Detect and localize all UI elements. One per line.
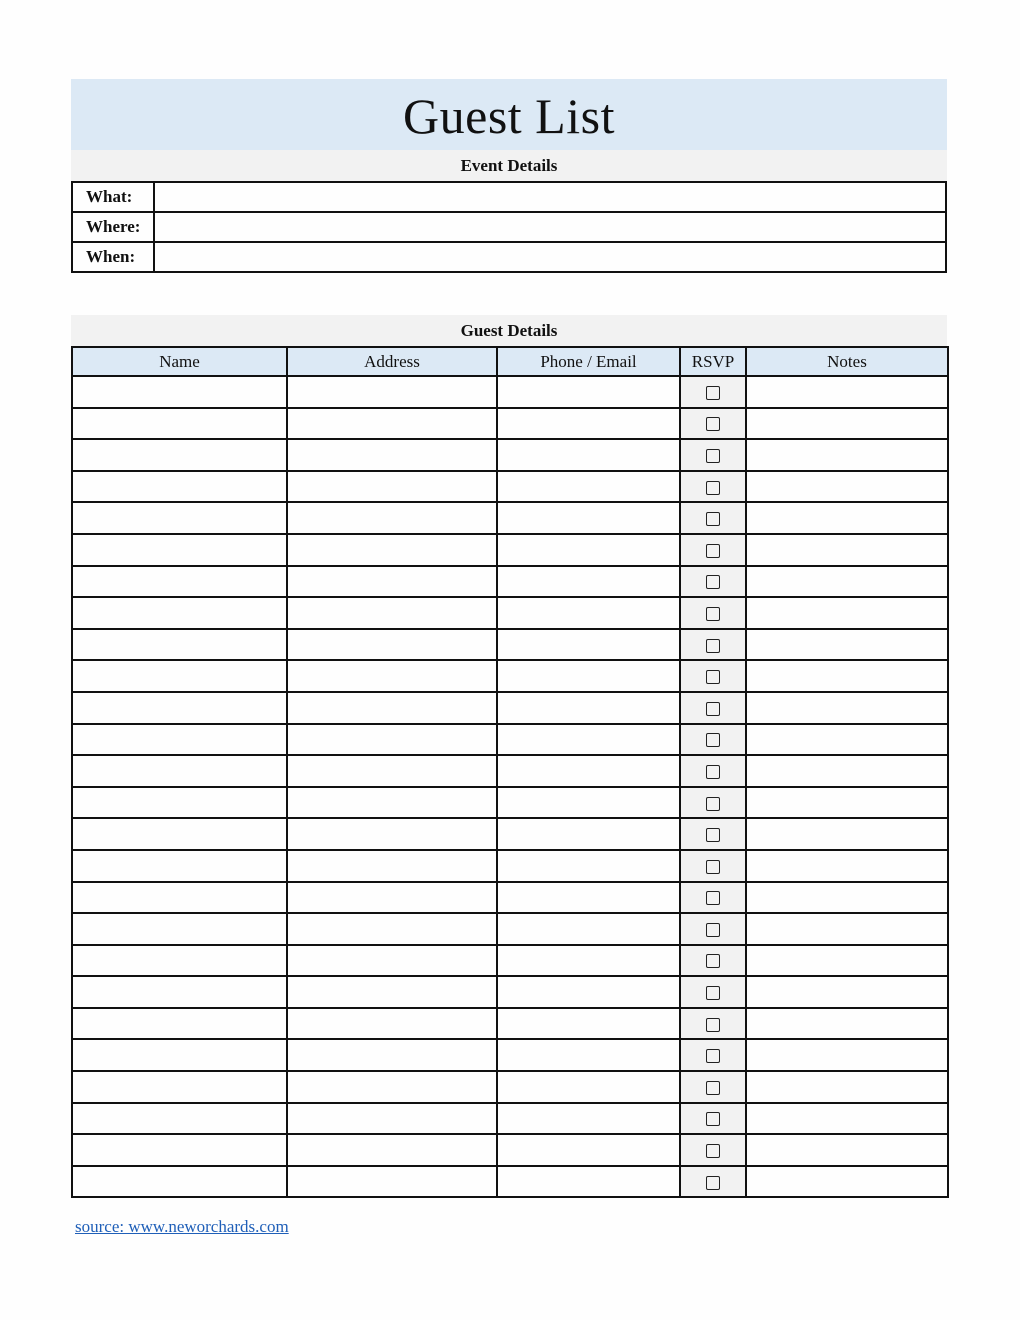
guest-phone-email-cell[interactable]: [497, 787, 680, 819]
table-row: [72, 850, 948, 882]
guest-address-cell[interactable]: [287, 913, 497, 945]
table-row: [72, 1071, 948, 1103]
rsvp-checkbox-icon[interactable]: [706, 828, 720, 842]
guest-address-cell[interactable]: [287, 566, 497, 598]
guest-name-cell[interactable]: [72, 376, 287, 408]
event-details-table: [71, 181, 947, 273]
guest-phone-email-cell[interactable]: [497, 945, 680, 977]
guest-rsvp-cell: [680, 945, 746, 977]
guest-rsvp-cell: [680, 660, 746, 692]
table-row: [72, 1134, 948, 1166]
guest-address-cell[interactable]: [287, 1071, 497, 1103]
source-link[interactable]: source: www.neworchards.com: [75, 1217, 289, 1236]
guest-name-cell[interactable]: [72, 1103, 287, 1135]
guest-notes-cell[interactable]: [746, 597, 948, 629]
guest-name-cell[interactable]: [72, 976, 287, 1008]
guest-address-cell[interactable]: [287, 439, 497, 471]
rsvp-checkbox-icon[interactable]: [706, 1112, 720, 1126]
table-row: [72, 1166, 948, 1198]
guest-notes-cell[interactable]: [746, 1166, 948, 1198]
guest-header-row: [72, 347, 948, 376]
guest-name-cell[interactable]: [72, 1166, 287, 1198]
guest-notes-cell[interactable]: [746, 1039, 948, 1071]
guest-rsvp-cell: [680, 1008, 746, 1040]
guest-address-cell[interactable]: [287, 471, 497, 503]
guest-name-cell[interactable]: [72, 439, 287, 471]
event-row-what: [72, 182, 946, 212]
guest-name-cell[interactable]: [72, 755, 287, 787]
guest-notes-cell[interactable]: [746, 692, 948, 724]
event-field-where[interactable]: [154, 212, 946, 242]
guest-name-cell[interactable]: [72, 660, 287, 692]
guest-rsvp-cell: [680, 376, 746, 408]
guest-name-cell[interactable]: [72, 882, 287, 914]
table-row: [72, 439, 948, 471]
guest-phone-email-cell[interactable]: [497, 408, 680, 440]
event-label-where: Where:: [72, 212, 154, 242]
table-row: [72, 976, 948, 1008]
guest-phone-email-cell[interactable]: [497, 1071, 680, 1103]
rsvp-checkbox-icon[interactable]: [706, 575, 720, 589]
guest-address-cell[interactable]: [287, 850, 497, 882]
guest-address-cell[interactable]: [287, 724, 497, 756]
section-gap: [71, 273, 947, 315]
guest-phone-email-cell[interactable]: [497, 534, 680, 566]
guest-notes-cell[interactable]: [746, 882, 948, 914]
guest-phone-email-cell[interactable]: [497, 1166, 680, 1198]
table-row: [72, 945, 948, 977]
guest-phone-email-cell[interactable]: [497, 439, 680, 471]
guest-rsvp-cell: [680, 913, 746, 945]
guest-rsvp-cell: [680, 1134, 746, 1166]
guest-notes-cell[interactable]: [746, 787, 948, 819]
guest-phone-email-cell[interactable]: [497, 755, 680, 787]
guest-name-cell[interactable]: [72, 945, 287, 977]
guest-name-cell[interactable]: [72, 534, 287, 566]
guest-phone-email-cell[interactable]: [497, 471, 680, 503]
guest-address-cell[interactable]: [287, 818, 497, 850]
guest-rows: [72, 376, 948, 1197]
guest-rsvp-cell: [680, 787, 746, 819]
guest-rsvp-cell: [680, 850, 746, 882]
guest-name-cell[interactable]: [72, 850, 287, 882]
guest-details-table: [71, 346, 949, 1198]
table-row: [72, 660, 948, 692]
guest-notes-cell[interactable]: [746, 660, 948, 692]
guest-rsvp-cell: [680, 692, 746, 724]
guest-notes-cell[interactable]: [746, 376, 948, 408]
guest-phone-email-cell[interactable]: [497, 724, 680, 756]
guest-rsvp-cell: [680, 502, 746, 534]
rsvp-checkbox-icon[interactable]: [706, 923, 720, 937]
guest-name-cell[interactable]: [72, 408, 287, 440]
guest-rsvp-cell: [680, 439, 746, 471]
guest-name-cell[interactable]: [72, 1008, 287, 1040]
rsvp-checkbox-icon[interactable]: [706, 607, 720, 621]
event-label-what: What:: [72, 182, 154, 212]
guest-phone-email-cell[interactable]: [497, 850, 680, 882]
title-band: [71, 79, 947, 150]
rsvp-checkbox-icon[interactable]: [706, 639, 720, 653]
guest-name-cell[interactable]: [72, 1039, 287, 1071]
guest-phone-email-cell[interactable]: [497, 818, 680, 850]
guest-notes-cell[interactable]: [746, 502, 948, 534]
rsvp-checkbox-icon[interactable]: [706, 481, 720, 495]
guest-notes-cell[interactable]: [746, 818, 948, 850]
guest-phone-email-cell[interactable]: [497, 913, 680, 945]
table-row: [72, 566, 948, 598]
guest-name-cell[interactable]: [72, 724, 287, 756]
guest-name-cell[interactable]: [72, 818, 287, 850]
event-row-where: [72, 212, 946, 242]
guest-phone-email-cell[interactable]: [497, 566, 680, 598]
table-row: [72, 534, 948, 566]
guest-notes-cell[interactable]: [746, 629, 948, 661]
guest-notes-cell[interactable]: [746, 534, 948, 566]
rsvp-checkbox-icon[interactable]: [706, 1176, 720, 1190]
rsvp-checkbox-icon[interactable]: [706, 1081, 720, 1095]
table-row: [72, 755, 948, 787]
rsvp-checkbox-icon[interactable]: [706, 797, 720, 811]
guest-address-cell[interactable]: [287, 787, 497, 819]
guest-address-cell[interactable]: [287, 1103, 497, 1135]
rsvp-checkbox-icon[interactable]: [706, 449, 720, 463]
table-row: [72, 1103, 948, 1135]
guest-address-cell[interactable]: [287, 755, 497, 787]
guest-rsvp-cell: [680, 1039, 746, 1071]
guest-rsvp-cell: [680, 1103, 746, 1135]
guest-notes-cell[interactable]: [746, 724, 948, 756]
column-header-notes: Notes: [746, 347, 948, 376]
guest-notes-cell[interactable]: [746, 976, 948, 1008]
guest-name-cell[interactable]: [72, 597, 287, 629]
guest-name-cell[interactable]: [72, 913, 287, 945]
guest-rsvp-cell: [680, 882, 746, 914]
guest-phone-email-cell[interactable]: [497, 882, 680, 914]
rsvp-checkbox-icon[interactable]: [706, 386, 720, 400]
rsvp-checkbox-icon[interactable]: [706, 670, 720, 684]
table-row: [72, 629, 948, 661]
table-row: [72, 787, 948, 819]
guest-rsvp-cell: [680, 1166, 746, 1198]
table-row: [72, 376, 948, 408]
guest-rsvp-cell: [680, 408, 746, 440]
table-row: [72, 692, 948, 724]
guest-rsvp-cell: [680, 755, 746, 787]
guest-address-cell[interactable]: [287, 1166, 497, 1198]
event-field-when[interactable]: [154, 242, 946, 272]
guest-notes-cell[interactable]: [746, 945, 948, 977]
guest-notes-cell[interactable]: [746, 566, 948, 598]
rsvp-checkbox-icon[interactable]: [706, 1049, 720, 1063]
rsvp-checkbox-icon[interactable]: [706, 512, 720, 526]
guest-phone-email-cell[interactable]: [497, 976, 680, 1008]
guest-phone-email-cell[interactable]: [497, 1008, 680, 1040]
guest-notes-cell[interactable]: [746, 755, 948, 787]
guest-phone-email-cell[interactable]: [497, 692, 680, 724]
guest-address-cell[interactable]: [287, 692, 497, 724]
guest-address-cell[interactable]: [287, 1008, 497, 1040]
guest-rsvp-cell: [680, 976, 746, 1008]
rsvp-checkbox-icon[interactable]: [706, 544, 720, 558]
column-header-address: Address: [287, 347, 497, 376]
table-row: [72, 913, 948, 945]
rsvp-checkbox-icon[interactable]: [706, 1018, 720, 1032]
guest-name-cell[interactable]: [72, 471, 287, 503]
page-title: Guest List: [403, 87, 615, 144]
guest-details-heading: Guest Details: [71, 315, 947, 346]
table-row: [72, 818, 948, 850]
guest-notes-cell[interactable]: [746, 913, 948, 945]
guest-address-cell[interactable]: [287, 408, 497, 440]
guest-name-cell[interactable]: [72, 1134, 287, 1166]
table-row: [72, 471, 948, 503]
guest-phone-email-cell[interactable]: [497, 376, 680, 408]
guest-notes-cell[interactable]: [746, 1134, 948, 1166]
rsvp-checkbox-icon[interactable]: [706, 1144, 720, 1158]
guest-address-cell[interactable]: [287, 660, 497, 692]
guest-name-cell[interactable]: [72, 629, 287, 661]
column-header-name: Name: [72, 347, 287, 376]
column-header-phone-email: Phone / Email: [497, 347, 680, 376]
guest-phone-email-cell[interactable]: [497, 1039, 680, 1071]
rsvp-checkbox-icon[interactable]: [706, 765, 720, 779]
guest-phone-email-cell[interactable]: [497, 629, 680, 661]
table-row: [72, 1008, 948, 1040]
rsvp-checkbox-icon[interactable]: [706, 702, 720, 716]
guest-address-cell[interactable]: [287, 534, 497, 566]
table-row: [72, 502, 948, 534]
guest-notes-cell[interactable]: [746, 1008, 948, 1040]
guest-address-cell[interactable]: [287, 376, 497, 408]
guest-address-cell[interactable]: [287, 1134, 497, 1166]
guest-phone-email-cell[interactable]: [497, 1103, 680, 1135]
guest-name-cell[interactable]: [72, 1071, 287, 1103]
guest-notes-cell[interactable]: [746, 408, 948, 440]
event-label-when: When:: [72, 242, 154, 272]
guest-rsvp-cell: [680, 1071, 746, 1103]
rsvp-checkbox-icon[interactable]: [706, 733, 720, 747]
guest-notes-cell[interactable]: [746, 439, 948, 471]
rsvp-checkbox-icon[interactable]: [706, 954, 720, 968]
guest-name-cell[interactable]: [72, 787, 287, 819]
event-field-what[interactable]: [154, 182, 946, 212]
rsvp-checkbox-icon[interactable]: [706, 986, 720, 1000]
guest-phone-email-cell[interactable]: [497, 597, 680, 629]
guest-name-cell[interactable]: [72, 692, 287, 724]
guest-list-sheet: [71, 79, 947, 1198]
guest-address-cell[interactable]: [287, 1039, 497, 1071]
guest-rsvp-cell: [680, 597, 746, 629]
guest-notes-cell[interactable]: [746, 471, 948, 503]
guest-name-cell[interactable]: [72, 502, 287, 534]
rsvp-checkbox-icon[interactable]: [706, 891, 720, 905]
event-row-when: [72, 242, 946, 272]
guest-rsvp-cell: [680, 566, 746, 598]
guest-rsvp-cell: [680, 534, 746, 566]
rsvp-checkbox-icon[interactable]: [706, 417, 720, 431]
guest-address-cell[interactable]: [287, 502, 497, 534]
guest-notes-cell[interactable]: [746, 1103, 948, 1135]
table-row: [72, 724, 948, 756]
guest-phone-email-cell[interactable]: [497, 502, 680, 534]
guest-rsvp-cell: [680, 471, 746, 503]
column-header-rsvp: RSVP: [680, 347, 746, 376]
guest-address-cell[interactable]: [287, 945, 497, 977]
guest-address-cell[interactable]: [287, 597, 497, 629]
rsvp-checkbox-icon[interactable]: [706, 860, 720, 874]
guest-notes-cell[interactable]: [746, 1071, 948, 1103]
guest-address-cell[interactable]: [287, 976, 497, 1008]
table-row: [72, 882, 948, 914]
guest-rsvp-cell: [680, 818, 746, 850]
guest-notes-cell[interactable]: [746, 850, 948, 882]
guest-address-cell[interactable]: [287, 882, 497, 914]
guest-name-cell[interactable]: [72, 566, 287, 598]
table-row: [72, 1039, 948, 1071]
guest-phone-email-cell[interactable]: [497, 1134, 680, 1166]
event-details-heading: Event Details: [71, 150, 947, 181]
guest-address-cell[interactable]: [287, 629, 497, 661]
guest-phone-email-cell[interactable]: [497, 660, 680, 692]
guest-rsvp-cell: [680, 629, 746, 661]
guest-rsvp-cell: [680, 724, 746, 756]
table-row: [72, 408, 948, 440]
table-row: [72, 597, 948, 629]
